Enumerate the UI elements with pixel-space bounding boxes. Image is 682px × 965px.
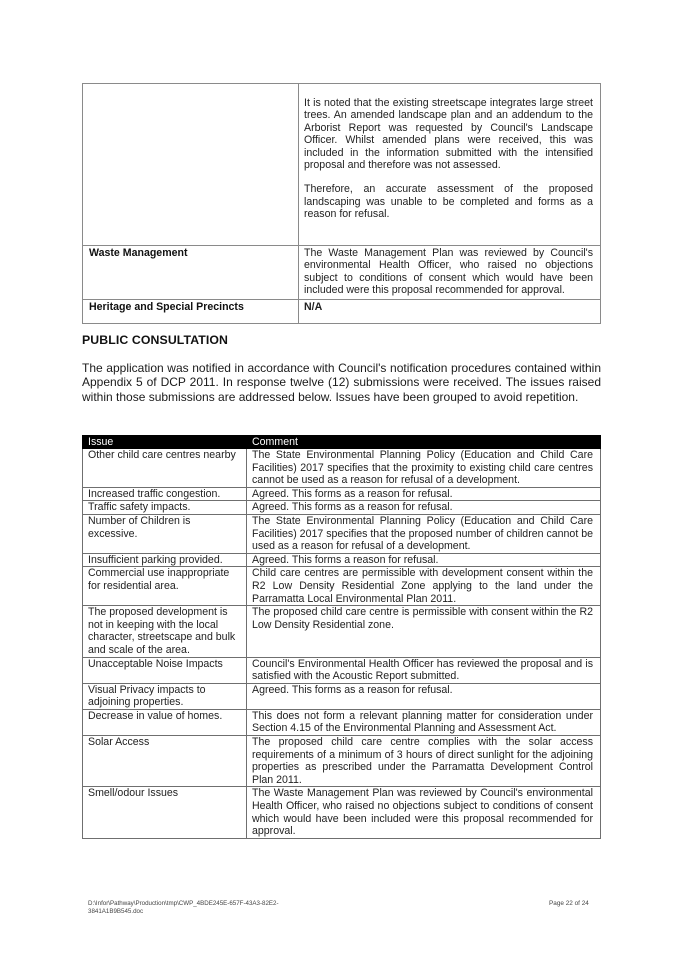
footer-page-number: Page 22 of 24 xyxy=(549,900,589,907)
table-row xyxy=(83,683,601,709)
section-intro-paragraph: The application was notified in accordance with Council's notification procedures contained within Appendix 5 of DCP 2011. In response twelve (12) submissions were received. The issues raised within those submissions are addressed below. Issues have been grouped to avoid repetition. xyxy=(82,361,601,404)
comment-cell: The proposed child care centre is permissible with consent within the R2 Low Density Residential zone. xyxy=(247,606,601,657)
issues-table xyxy=(82,435,601,839)
issue-cell: Unacceptable Noise Impacts xyxy=(83,657,247,683)
comment-paragraph: N/A xyxy=(304,300,323,313)
issue-cell: The proposed development is not in keeping with the local character, streetscape and bulk and scale of the area. xyxy=(83,606,247,657)
table-row xyxy=(83,84,601,246)
row-comment xyxy=(299,246,601,300)
table-row xyxy=(83,606,601,657)
comment-cell: The proposed child care centre complies with the solar access requirements of a minimum of 3 hours of direct sunlight for the adjoining properties as prescribed under the Parramatta Development Control Plan 2011. xyxy=(247,736,601,787)
table-row xyxy=(83,567,601,606)
row-label xyxy=(83,84,299,246)
table-row xyxy=(83,449,601,488)
assessment-table xyxy=(82,83,601,324)
comment-cell: Agreed. This forms a reason for refusal. xyxy=(247,553,601,567)
table-row xyxy=(83,787,601,838)
table-row xyxy=(83,514,601,553)
issue-cell: Number of Children is excessive. xyxy=(83,514,247,553)
table-row xyxy=(83,299,601,323)
table-row xyxy=(83,246,601,300)
issue-cell: Insufficient parking provided. xyxy=(83,553,247,567)
issue-cell: Visual Privacy impacts to adjoining properties. xyxy=(83,683,247,709)
issue-cell: Other child care centres nearby xyxy=(83,449,247,488)
comment-cell: The Waste Management Plan was reviewed by Council's environmental Health Officer, who raised no objections subject to conditions of consent which would have been included were this proposal recommended for approval. xyxy=(247,787,601,838)
comment-paragraph: Therefore, an accurate assessment of the proposed landscaping was unable to be completed and forms as a reason for refusal. xyxy=(304,183,593,221)
issue-cell: Decrease in value of homes. xyxy=(83,709,247,735)
row-label: Heritage and Special Precincts xyxy=(83,299,299,323)
row-label: Waste Management xyxy=(83,246,299,300)
section-heading: PUBLIC CONSULTATION xyxy=(82,333,229,347)
issue-cell: Solar Access xyxy=(83,736,247,787)
comment-cell: This does not form a relevant planning matter for consideration under Section 4.15 of the Environmental Planning and Assessment Act. xyxy=(247,709,601,735)
comment-cell: The State Environmental Planning Policy (Education and Child Care Facilities) 2017 specifies that the proximity to existing child care centres cannot be used as a reason for refusal of a development. xyxy=(247,449,601,488)
issue-cell: Traffic safety impacts. xyxy=(83,501,247,515)
issue-cell: Commercial use inappropriate for residential area. xyxy=(83,567,247,606)
table-row xyxy=(83,736,601,787)
footer-file-path: D:\Infor\Pathway\Production\tmp\CWP_4BDE245E-657F-43A3-82E2-3841A1B9B545.doc xyxy=(88,900,279,915)
comment-cell: Agreed. This forms as a reason for refusal. xyxy=(247,501,601,515)
row-comment xyxy=(299,299,601,323)
issue-cell: Smell/odour Issues xyxy=(83,787,247,838)
comment-cell: Council's Environmental Health Officer has reviewed the proposal and is satisfied with the Acoustic Report submitted. xyxy=(247,657,601,683)
comment-cell: Child care centres are permissible with development consent within the R2 Low Density Residential Zone applying to the land under the Parramatta Local Environmental Plan 2011. xyxy=(247,567,601,606)
comment-paragraph: The Waste Management Plan was reviewed by Council's environmental Health Officer, who raised no objections subject to conditions of consent which would have been included were this proposal recommended for approval. xyxy=(304,247,593,297)
table-row xyxy=(83,657,601,683)
table-row xyxy=(83,709,601,735)
comment-cell: The State Environmental Planning Policy (Education and Child Care Facilities) 2017 specifies that the proposed number of children cannot be used as a reason for refusal of a development. xyxy=(247,514,601,553)
table-row xyxy=(83,501,601,515)
column-header-issue: Issue xyxy=(83,436,247,449)
row-comment xyxy=(299,84,601,246)
issue-cell: Increased traffic congestion. xyxy=(83,487,247,501)
comment-cell: Agreed. This forms as a reason for refusal. xyxy=(247,487,601,501)
table-row xyxy=(83,487,601,501)
table-header-row xyxy=(83,436,601,449)
column-header-comment: Comment xyxy=(247,436,601,449)
comment-cell: Agreed. This forms as a reason for refusal. xyxy=(247,683,601,709)
table-row xyxy=(83,553,601,567)
comment-paragraph: It is noted that the existing streetscape integrates large street trees. An amended landscape plan and an addendum to the Arborist Report was requested by Council's Landscape Officer. Whilst amended plans were received, this was included in the information submitted with the intensified proposal and therefore was not assessed. xyxy=(304,97,593,172)
